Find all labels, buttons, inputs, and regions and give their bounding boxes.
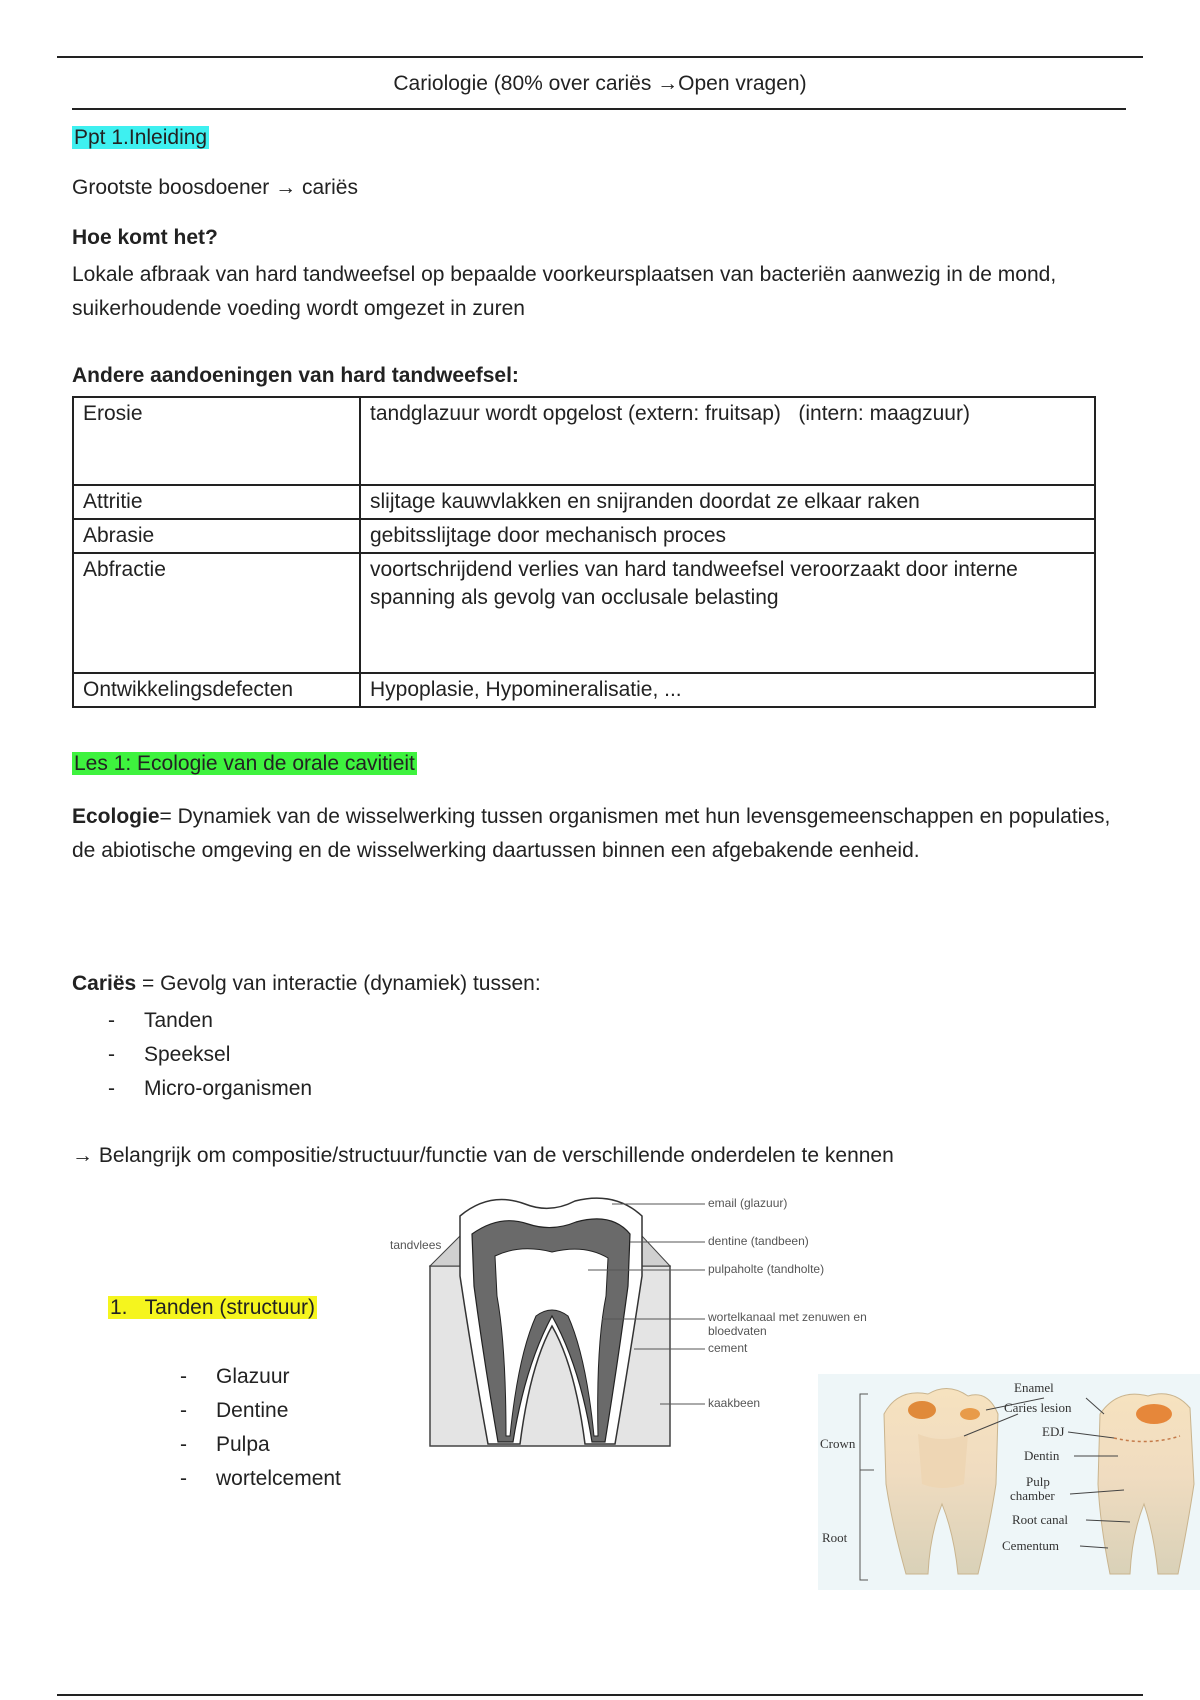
label-tandvlees: tandvlees	[390, 1238, 442, 1252]
list-item: - Tanden	[144, 1004, 312, 1038]
table-row	[73, 485, 1095, 519]
label-dentine: dentine (tandbeen)	[708, 1234, 809, 1248]
list-item: - Dentine	[216, 1394, 341, 1428]
list-item: - Speeksel	[144, 1038, 312, 1072]
list-item: - wortelcement	[216, 1462, 341, 1496]
label-cement: cement	[708, 1341, 748, 1355]
caries-definition	[72, 972, 541, 996]
culprit-line: Grootste boosdoener → cariës	[72, 176, 358, 199]
label-edj: EDJ	[1042, 1424, 1065, 1439]
conditions-table	[72, 396, 1096, 708]
highlighted-heading: Les 1: Ecologie van de orale cavitieit	[74, 752, 415, 775]
list-item: - Micro-organismen	[144, 1072, 312, 1106]
table-cell-term: Erosie	[73, 397, 360, 485]
label-root: Root	[822, 1530, 848, 1545]
title-underline	[72, 108, 1126, 110]
table-row	[73, 397, 1095, 485]
answer-paragraph: Lokale afbraak van hard tandweefsel op bepaalde voorkeursplaatsen van bacteriën aanwezig in de mond, suikerhoudende voeding wordt omgezet in zuren	[72, 263, 1057, 320]
highlighted-heading: Ppt 1.Inleiding	[74, 126, 208, 149]
table-row	[73, 519, 1095, 553]
label-pulpaholte: pulpaholte (tandholte)	[708, 1262, 825, 1276]
table-cell-desc: tandglazuur wordt opgelost (extern: fruitsap) (intern: maagzuur)	[360, 397, 1095, 485]
list-item: - Glazuur	[216, 1360, 341, 1394]
caries-term: Cariës	[72, 972, 137, 995]
top-rule	[57, 56, 1143, 58]
question-heading: Hoe komt het?	[72, 226, 218, 249]
label-dentin: Dentin	[1024, 1448, 1060, 1463]
table-cell-desc: slijtage kauwvlakken en snijranden doordat ze elkaar raken	[360, 485, 1095, 519]
table-cell-desc: Hypoplasie, Hypomineralisatie, ...	[360, 673, 1095, 707]
caries-def-text: = Gevolg van interactie (dynamiek) tussen:	[136, 972, 541, 995]
label-kaakbeen: kaakbeen	[708, 1396, 761, 1410]
section-heading-inleiding	[72, 126, 209, 150]
table-cell-term: Ontwikkelingsdefecten	[73, 673, 360, 707]
label-root-canal: Root canal	[1012, 1512, 1068, 1527]
table-cell-desc: voortschrijdend verlies van hard tandweefsel veroorzaakt door interne spanning als gevolg van occlusale belasting	[360, 553, 1095, 673]
page-title: Cariologie (80% over cariës →Open vragen)	[393, 72, 807, 95]
bottom-rule	[57, 1694, 1143, 1696]
label-email: email (glazuur)	[708, 1196, 788, 1210]
list-item: - Pulpa	[216, 1428, 341, 1462]
label-pulp: Pulp	[1026, 1474, 1050, 1489]
table-row	[73, 673, 1095, 707]
label-cementum: Cementum	[1002, 1538, 1060, 1553]
ecology-paragraph	[72, 800, 1112, 868]
section-heading-ecologie	[72, 752, 417, 776]
table-title: Andere aandoeningen van hard tandweefsel:	[72, 364, 519, 387]
table-row	[73, 553, 1095, 673]
factor-list	[144, 1004, 312, 1106]
highlighted-subheading: 1. Tanden (structuur)	[110, 1296, 316, 1319]
tooth-photo	[818, 1374, 1200, 1590]
label-caries-lesion: Caries lesion	[1004, 1400, 1072, 1415]
table-cell-term: Abrasie	[73, 519, 360, 553]
subheading-tanden	[108, 1296, 317, 1320]
label-chamber: chamber	[1010, 1488, 1055, 1503]
table-cell-term: Attritie	[73, 485, 360, 519]
ecology-term: Ecologie	[72, 805, 160, 828]
table-cell-term: Abfractie	[73, 553, 360, 673]
label-crown: Crown	[820, 1436, 856, 1451]
label-enamel: Enamel	[1014, 1380, 1054, 1395]
structure-list	[216, 1360, 341, 1496]
label-wortelkanaal: wortelkanaal met zenuwen en bloedvaten	[708, 1310, 867, 1338]
importance-note: → Belangrijk om compositie/structuur/functie van de verschillende onderdelen te kennen	[72, 1144, 894, 1167]
ecology-definition: = Dynamiek van de wisselwerking tussen organismen met hun levensgemeenschappen en populaties, de abiotische omgeving en de wisselwerking daartussen binnen een afgebakende eenheid.	[72, 805, 1111, 862]
table-cell-desc: gebitsslijtage door mechanisch proces	[360, 519, 1095, 553]
